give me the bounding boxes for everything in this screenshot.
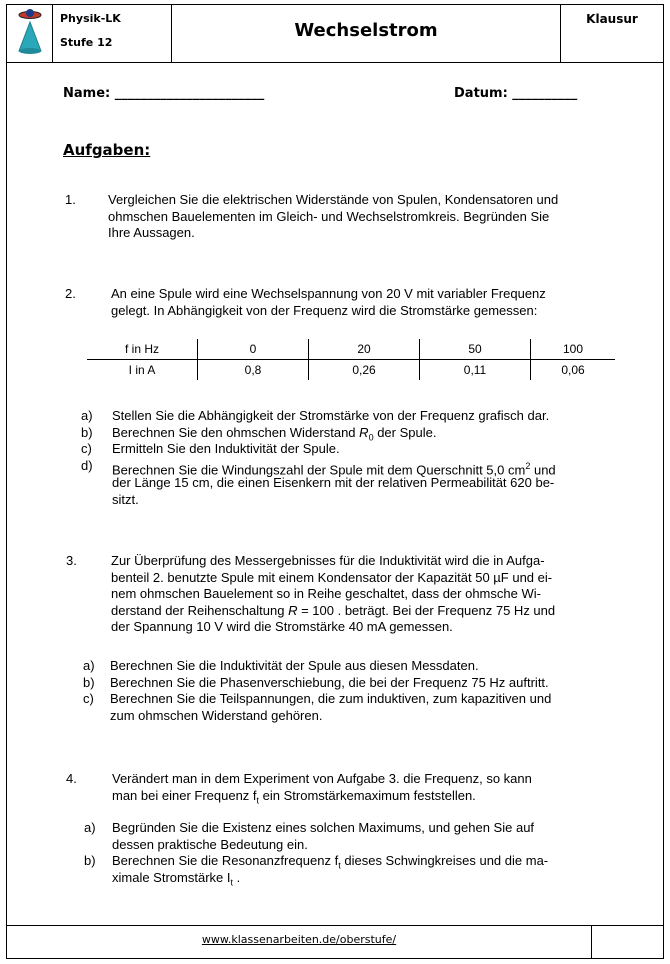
text-part: ein Stromstärkemaximum feststellen. <box>262 787 476 803</box>
table-cell: 0,11 <box>420 360 531 381</box>
page-title: Wechselstrom <box>294 20 438 41</box>
table-cell: 0 <box>198 339 309 360</box>
section-title: Aufgaben: <box>63 141 151 159</box>
footer-divider <box>591 926 592 958</box>
school-logo-icon <box>7 5 53 62</box>
text-part: ximale Stromstärke I <box>112 869 231 885</box>
text-part: man bei einer Frequenz f <box>112 787 257 803</box>
footer <box>7 925 663 958</box>
header-table <box>7 5 663 63</box>
text-part: derstand der Reihenschaltung <box>111 602 285 618</box>
task-3b-text: Berechnen Sie die Phasenverschiebung, die bei der Frequenz 75 Hz auftritt. <box>110 674 549 690</box>
subtask-label: a) <box>84 820 96 835</box>
task-3-number: 3. <box>66 553 77 568</box>
footer-link[interactable]: www.klassenarbeiten.de/oberstufe/ <box>201 933 397 946</box>
task-4b-line-2 <box>112 870 240 891</box>
table-cell: 100 <box>531 339 616 360</box>
name-field: Name: _______________________ <box>63 86 265 101</box>
text-part: Berechnen Sie den ohmschen Widerstand <box>112 424 356 440</box>
exam-sheet <box>6 4 664 959</box>
table-cell: 0,8 <box>198 360 309 381</box>
task-2d-line-2: der Länge 15 cm, die einen Eisenkern mit der relativen Permeabilität 620 be- <box>112 475 555 490</box>
task-4a-line-1: Begründen Sie die Existenz eines solchen Maximums, und gehen Sie auf <box>112 820 535 835</box>
task-3-line-3: nem ohmschen Bauelement so in Reihe geschaltet, dass der ohmsche Wi- <box>111 586 541 601</box>
subscript: t <box>230 877 233 888</box>
task-3c-line-2: zum ohmschen Widerstand gehören. <box>110 707 323 723</box>
table-cell: 20 <box>309 339 420 360</box>
task-2a-text: Stellen Sie die Abhängigkeit der Stromstärke von der Frequenz grafisch dar. <box>112 408 550 423</box>
task-2c-text: Ermitteln Sie den Induktivität der Spule. <box>112 441 340 456</box>
table-cell: 50 <box>420 339 531 360</box>
subtask-label: b) <box>81 424 93 440</box>
task-3-line-4 <box>111 603 555 620</box>
task-4a-line-2: dessen praktische Bedeutung ein. <box>112 836 308 852</box>
task-2-number: 2. <box>65 286 76 301</box>
task-4-number: 4. <box>66 771 77 786</box>
subtask-label: a) <box>83 658 95 673</box>
task-3-line-5: der Spannung 10 V wird die Stromstärke 40 mA gemessen. <box>111 619 453 634</box>
task-4-line-1: Verändert man in dem Experiment von Aufgabe 3. die Frequenz, so kann <box>112 771 532 786</box>
task-2-line-2: gelegt. In Abhängigkeit von der Frequenz wird die Stromstärke gemessen: <box>111 302 538 318</box>
date-field: Datum: __________ <box>454 86 578 101</box>
grade-label: Stufe 12 <box>60 36 113 49</box>
text-part: dieses Schwingkreises und die ma- <box>344 853 549 868</box>
table-row-label: f in Hz <box>87 339 198 360</box>
task-1-number: 1. <box>65 192 76 207</box>
text-part: Berechnen Sie die Resonanzfrequenz f <box>112 853 339 868</box>
subscript: t <box>256 795 260 806</box>
table-cell: 0,06 <box>531 360 616 381</box>
task-4-line-2 <box>112 788 476 809</box>
task-2-line-1: An eine Spule wird eine Wechselspannung von 20 V mit variabler Frequenz <box>111 286 546 301</box>
task-3c-line-1: Berechnen Sie die Teilspannungen, die zum induktiven, zum kapazitiven und <box>110 691 552 706</box>
exam-type-cell <box>561 5 663 62</box>
subtask-label: b) <box>84 853 96 868</box>
subject-cell <box>53 5 172 62</box>
text-part: = 100 . beträgt. Bei der Frequenz 75 Hz und <box>301 602 556 618</box>
logo-cell <box>7 5 53 62</box>
title-cell <box>172 5 561 62</box>
task-1-line-1: Vergleichen Sie die elektrischen Widerstände von Spulen, Kondensatoren und <box>108 192 559 207</box>
subtask-label: a) <box>81 408 93 423</box>
superscript: 2 <box>525 460 531 471</box>
resistance-subscript: 0 <box>368 432 374 443</box>
subtask-label: c) <box>81 441 92 456</box>
task-3-line-2: benteil 2. benutzte Spule mit einem Kondensator der Kapazität 50 µF und ei- <box>111 569 553 585</box>
subtask-label: c) <box>83 691 94 706</box>
table-row <box>87 360 615 381</box>
subtask-label: d) <box>81 457 93 473</box>
text-part: und <box>533 461 556 477</box>
task-1-line-3: Ihre Aussagen. <box>108 225 195 240</box>
exam-type-label: Klausur <box>586 12 638 26</box>
task-1-line-2: ohmschen Bauelementen im Gleich- und Wechselstromkreis. Begründen Sie <box>108 208 550 224</box>
subject-label: Physik-LK <box>60 12 121 25</box>
resistance-symbol: R <box>288 602 298 618</box>
text-part: Berechnen Sie die Windungszahl der Spule mit dem Querschnitt 5,0 cm <box>112 461 526 477</box>
measurement-table <box>87 339 615 380</box>
text-part: . <box>236 869 241 885</box>
subtask-label: b) <box>83 674 95 690</box>
text-part: der Spule. <box>377 424 437 440</box>
task-3a-text: Berechnen Sie die Induktivität der Spule aus diesen Messdaten. <box>110 658 479 673</box>
table-row <box>87 339 615 360</box>
subscript: t <box>338 860 341 871</box>
task-2d-line-3: sitzt. <box>112 491 139 507</box>
table-row-label: I in A <box>128 363 156 377</box>
resistance-symbol: R <box>359 424 369 440</box>
table-cell: 0,26 <box>309 360 420 381</box>
task-3-line-1: Zur Überprüfung des Messergebnisses für die Induktivität wird die in Aufga- <box>111 553 545 568</box>
